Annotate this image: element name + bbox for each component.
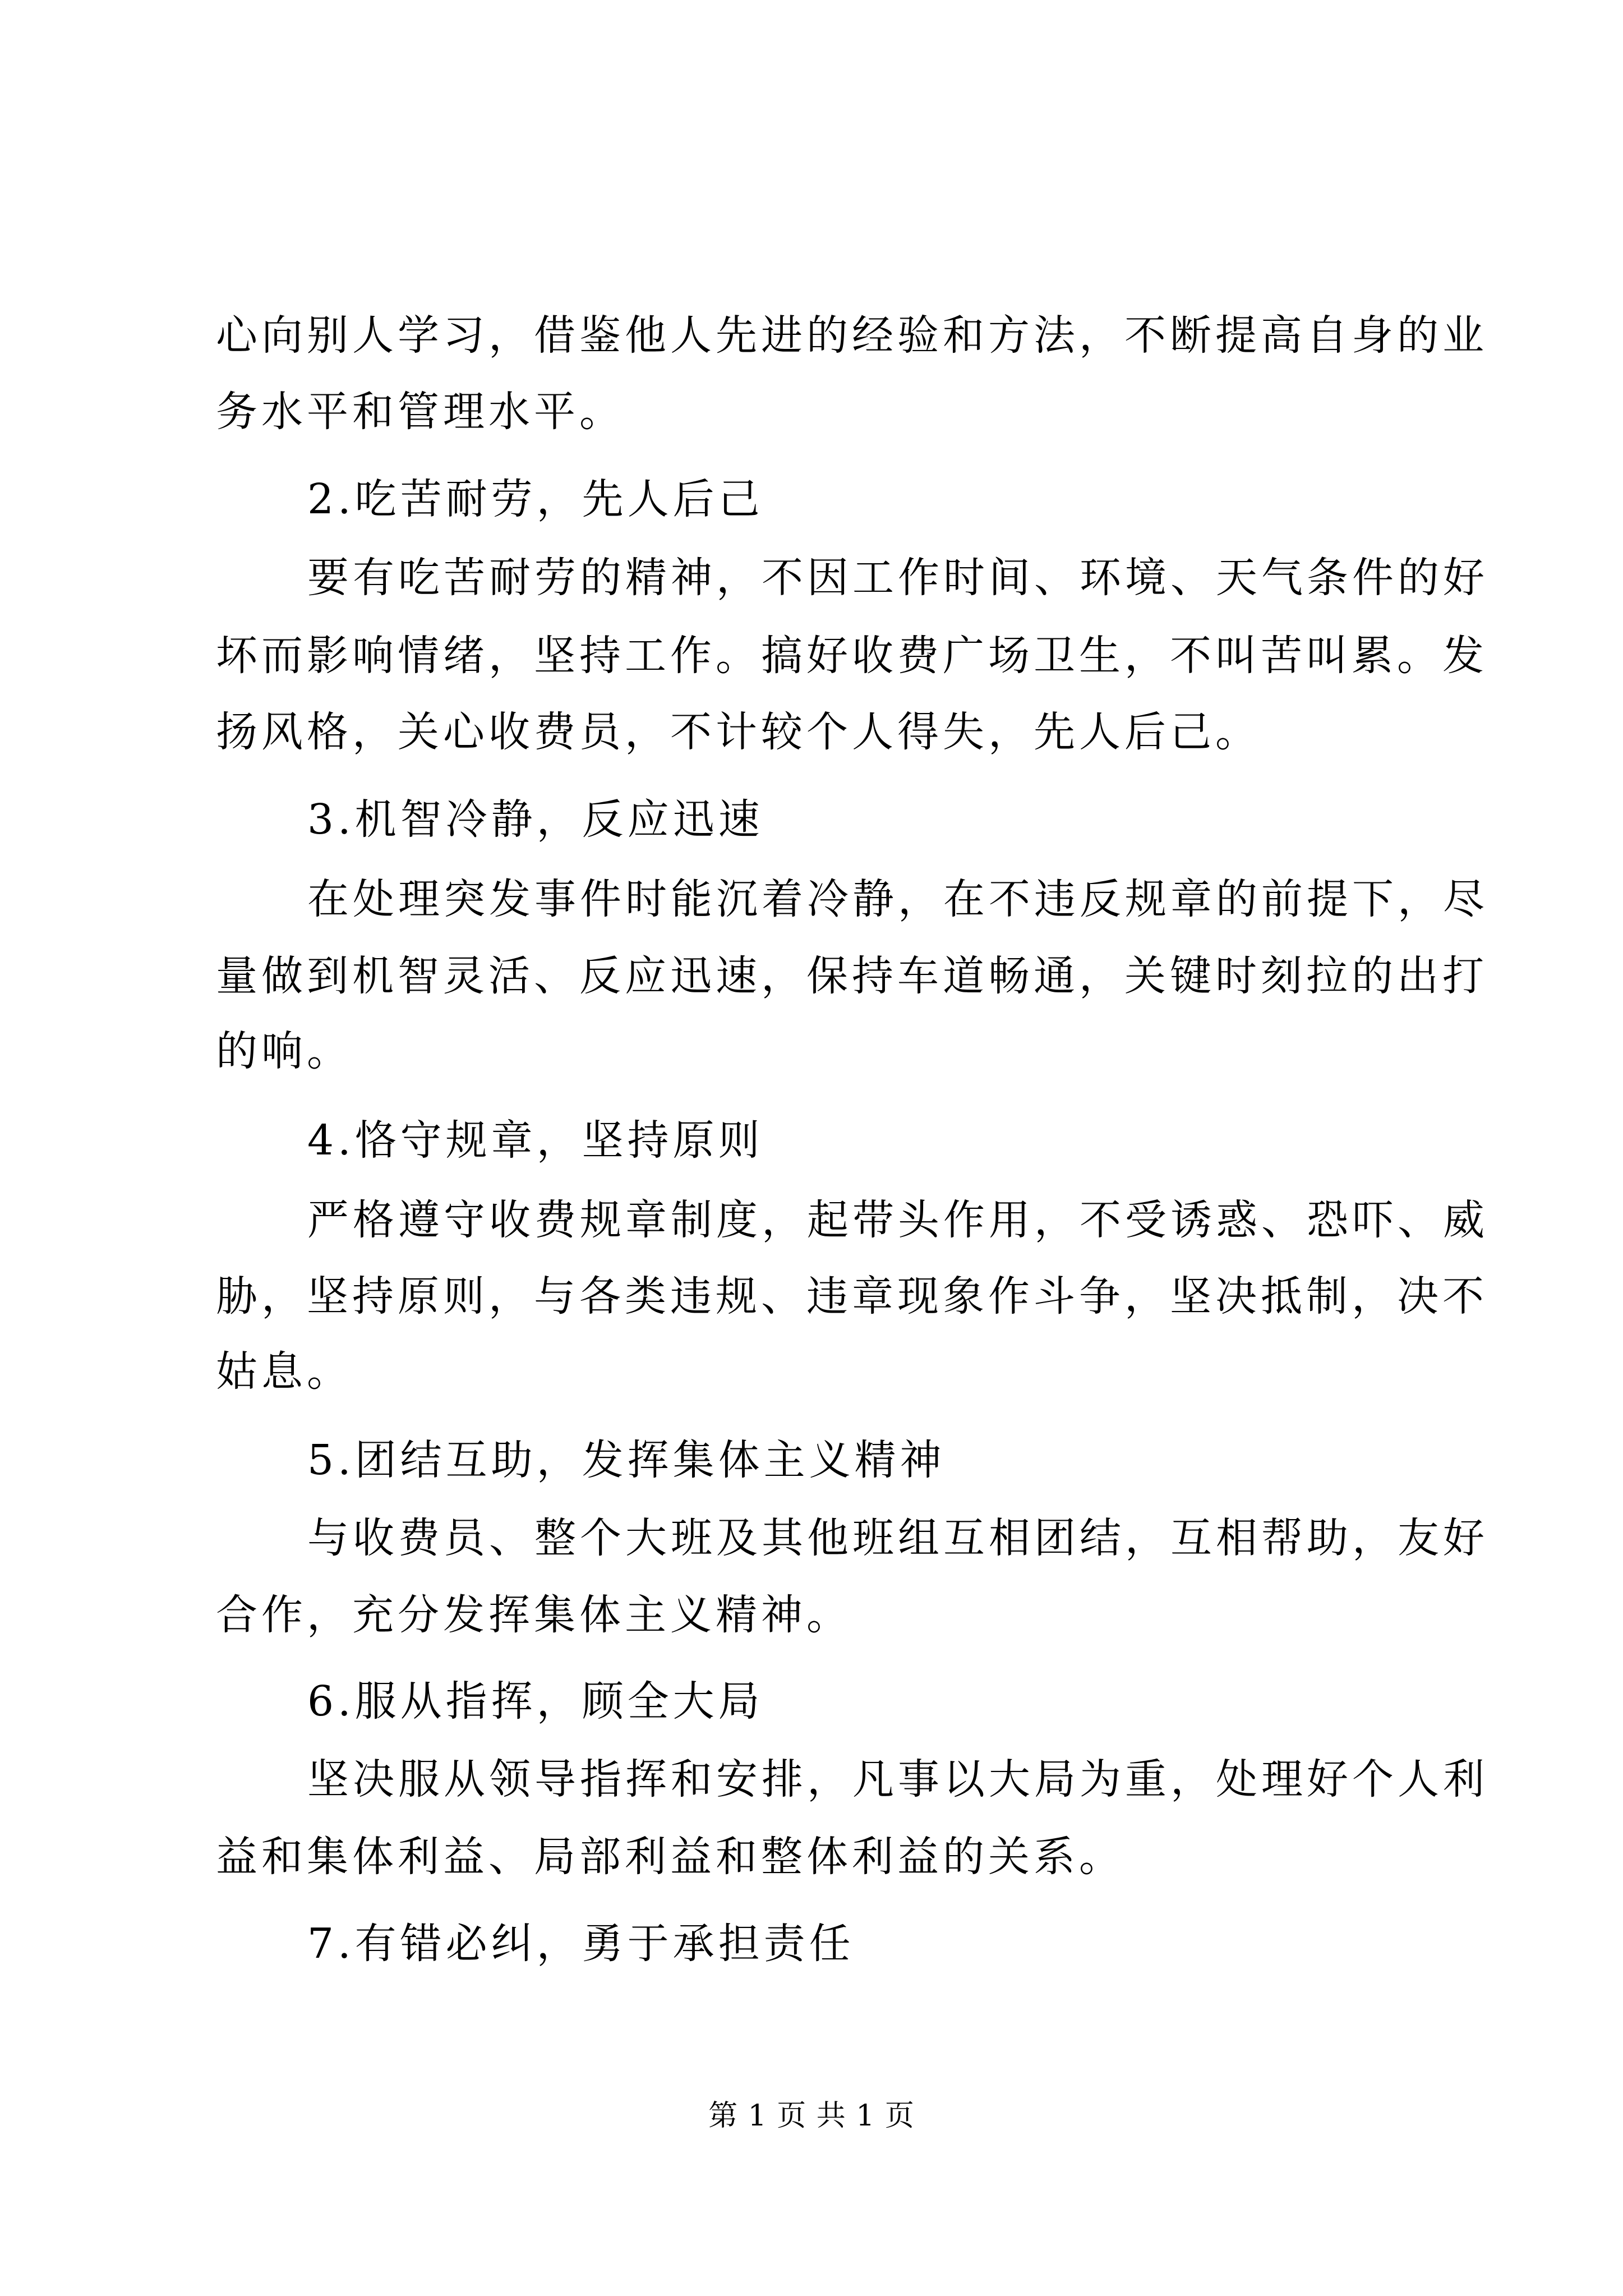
body-text-line: 胁，坚持原则，与各类违规、违章现象作斗争，坚决抵制，决不 (216, 1272, 1488, 1320)
body-text-line: 量做到机智灵活、反应迅速，保持车道畅通，关键时刻拉的出打 (216, 952, 1488, 1000)
body-text-line: 务水平和管理水平。 (216, 388, 625, 436)
body-text-line: 合作，充分发挥集体主义精神。 (216, 1591, 852, 1639)
body-text-line: 与收费员、整个大班及其他班组互相团结，互相帮助，友好 (307, 1514, 1488, 1562)
section-heading: 3.机智冷静，反应迅速 (307, 795, 764, 844)
body-text-line: 的响。 (216, 1027, 352, 1075)
body-text-line: 坏而影响情绪，坚持工作。搞好收费广场卫生，不叫苦叫累。发 (216, 632, 1488, 680)
section-heading: 5.团结互助，发挥集体主义精神 (307, 1436, 946, 1484)
body-text-line: 心向别人学习，借鉴他人先进的经验和方法，不断提高自身的业 (216, 311, 1488, 360)
section-heading: 6.服从指挥，顾全大局 (307, 1677, 764, 1726)
body-text-line: 在处理突发事件时能沉着冷静，在不违反规章的前提下，尽 (307, 875, 1488, 923)
page-footer: 第 1 页 共 1 页 (708, 2099, 915, 2133)
body-text-line: 要有吃苦耐劳的精神，不因工作时间、环境、天气条件的好 (307, 554, 1488, 602)
body-text-line: 益和集体利益、局部利益和整体利益的关系。 (216, 1833, 1124, 1881)
body-text-line: 姑息。 (216, 1347, 352, 1396)
section-heading: 7.有错必纠，勇于承担责任 (307, 1920, 855, 1968)
section-heading: 4.恪守规章，坚持原则 (307, 1116, 764, 1165)
section-heading: 2.吃苦耐劳，先人后己 (307, 475, 764, 523)
body-text-line: 严格遵守收费规章制度，起带头作用，不受诱惑、恐吓、威 (307, 1196, 1488, 1244)
body-text-line: 坚决服从领导指挥和安排，凡事以大局为重，处理好个人利 (307, 1755, 1488, 1803)
body-text-line: 扬风格，关心收费员，不计较个人得失，先人后己。 (216, 708, 1261, 756)
